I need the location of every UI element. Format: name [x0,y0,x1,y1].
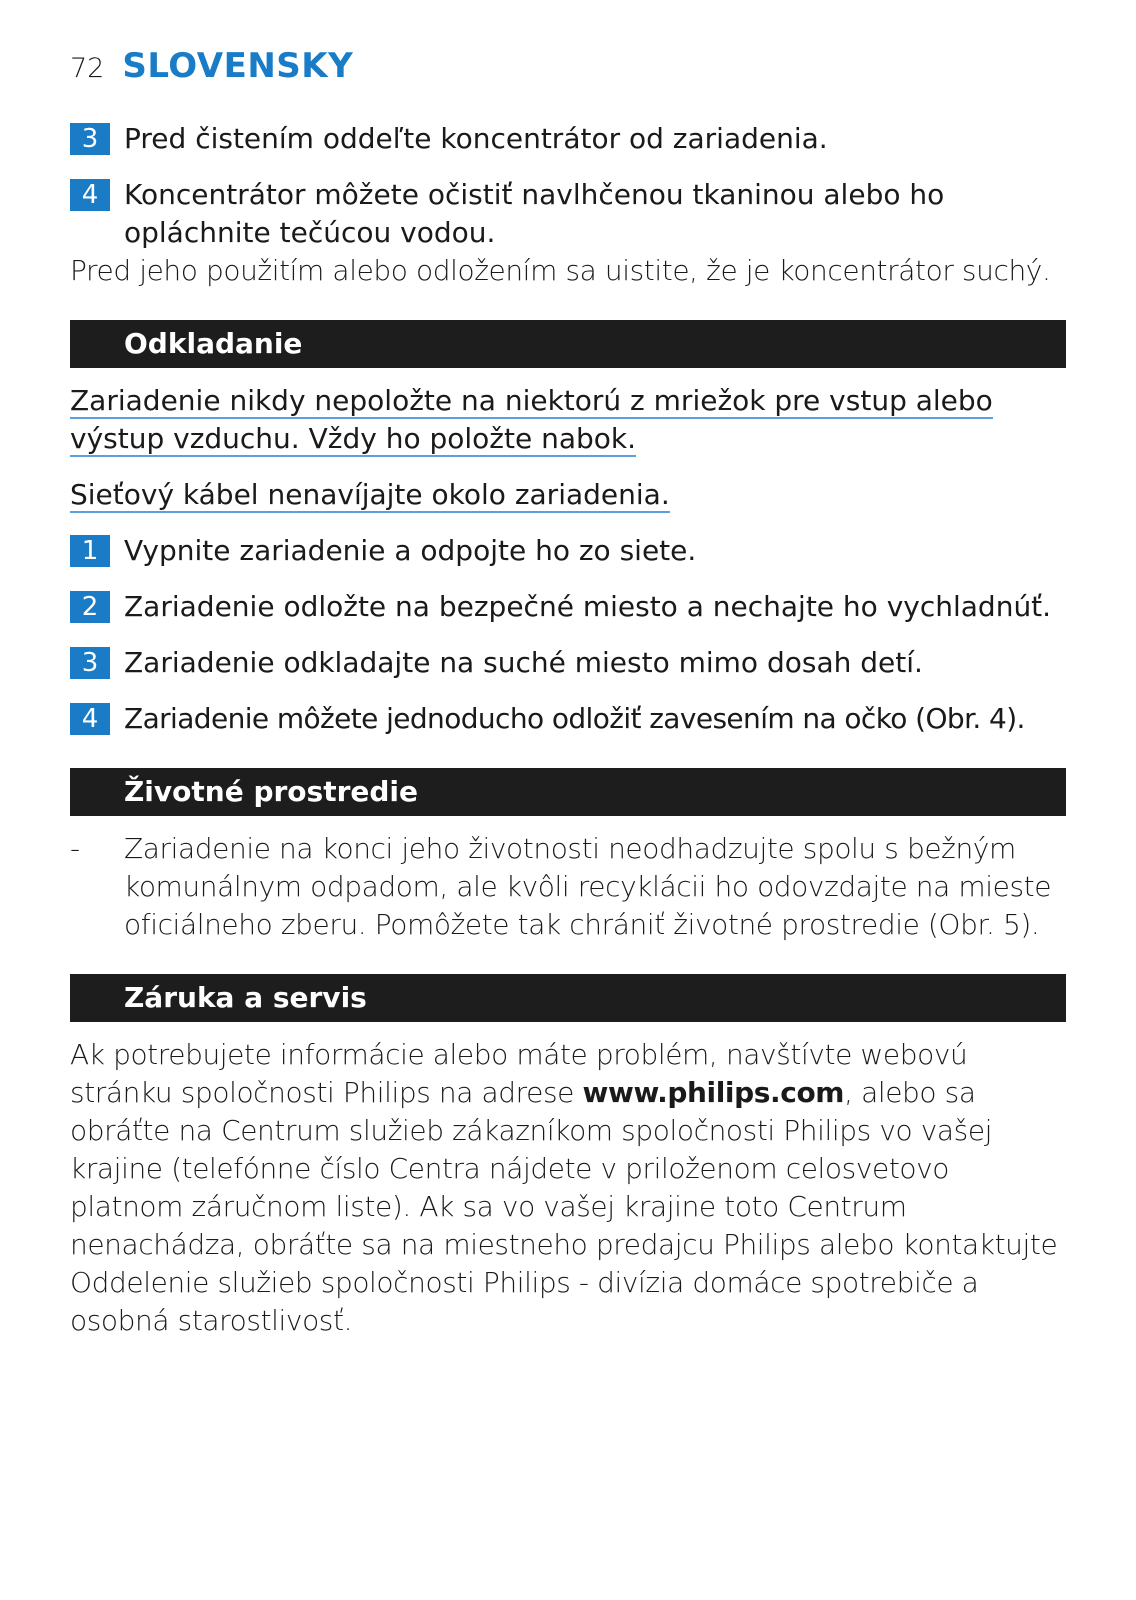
storage-step-4 [70,700,1066,738]
step-text: Zariadenie môžete jednoducho odložiť zavesením na očko (Obr. 4). [124,702,1025,735]
section-heading-text: Životné prostredie [124,775,419,808]
cleaning-step-3 [70,120,1066,158]
step-text: Koncentrátor môžete očistiť navlhčenou tkaninou alebo ho opláchnite tečúcou vodou. [124,178,945,249]
cleaning-note: Pred jeho použitím alebo odložením sa uistite, že je koncentrátor suchý. [70,254,1051,287]
storage-warning-2 [70,476,1066,514]
step-text: Zariadenie odložte na bezpečné miesto a nechajte ho vychladnúť. [124,590,1052,623]
warning-line: Sieťový kábel nenavíjajte okolo zariadenia. [70,478,670,511]
step-number: 4 [70,179,110,211]
warranty-text [70,1036,1066,1340]
language-title: SLOVENSKY [122,46,354,86]
step-text: Vypnite zariadenie a odpojte ho zo siete. [124,534,697,567]
section-heading-storage [70,320,1066,368]
bullet-marker: - [70,832,80,865]
step-number: 1 [70,535,110,567]
storage-step-2 [70,588,1066,626]
step-number: 3 [70,123,110,155]
section-heading-text: Záruka a servis [124,981,367,1014]
storage-warning-1 [70,382,1066,458]
storage-step-1 [70,532,1066,570]
warranty-text-before: Ak potrebujete informácie alebo máte problém, navštívte webovú stránku spoločnosti Philips na adrese [70,1038,968,1109]
section-heading-text: Odkladanie [124,327,303,360]
bullet-text: Zariadenie na konci jeho životnosti neodhadzujte spolu s bežným komunálnym odpadom, ale kvôli recyklácii ho odovzdajte na mieste oficiálneho zberu. Pomôžete tak chrániť životné prostredie (Obr. 5). [124,832,1052,941]
storage-step-3 [70,644,1066,682]
philips-url-link[interactable]: www.philips.com [582,1076,845,1109]
step-text: Pred čistením oddeľte koncentrátor od zariadenia. [124,122,828,155]
page-header [70,46,353,86]
cleaning-step-4 [70,176,1066,252]
section-heading-warranty [70,974,1066,1022]
section-heading-environment [70,768,1066,816]
warning-line: Zariadenie nikdy nepoložte na niektorú z mriežok pre vstup alebo [70,384,993,417]
warranty-text-after: , alebo sa obráťte na Centrum služieb zákazníkom spoločnosti Philips vo vašej krajine (telefónne číslo Centra nájdete v priloženom celosvetovo platnom záručnom liste). Ak sa vo vašej krajine toto Centrum nenachádza, obráťte sa na miestneho predajcu Philips alebo kontaktujte Oddelenie služieb spoločnosti Philips - divízia domáce spotrebiče a osobná starostlivosť. [70,1076,1058,1337]
step-number: 2 [70,591,110,623]
step-number: 4 [70,703,110,735]
step-text: Zariadenie odkladajte na suché miesto mimo dosah detí. [124,646,923,679]
page-number: 72 [70,53,105,84]
step-number: 3 [70,647,110,679]
warning-line: výstup vzduchu. Vždy ho položte nabok. [70,422,637,455]
environment-bullet [70,830,1066,944]
